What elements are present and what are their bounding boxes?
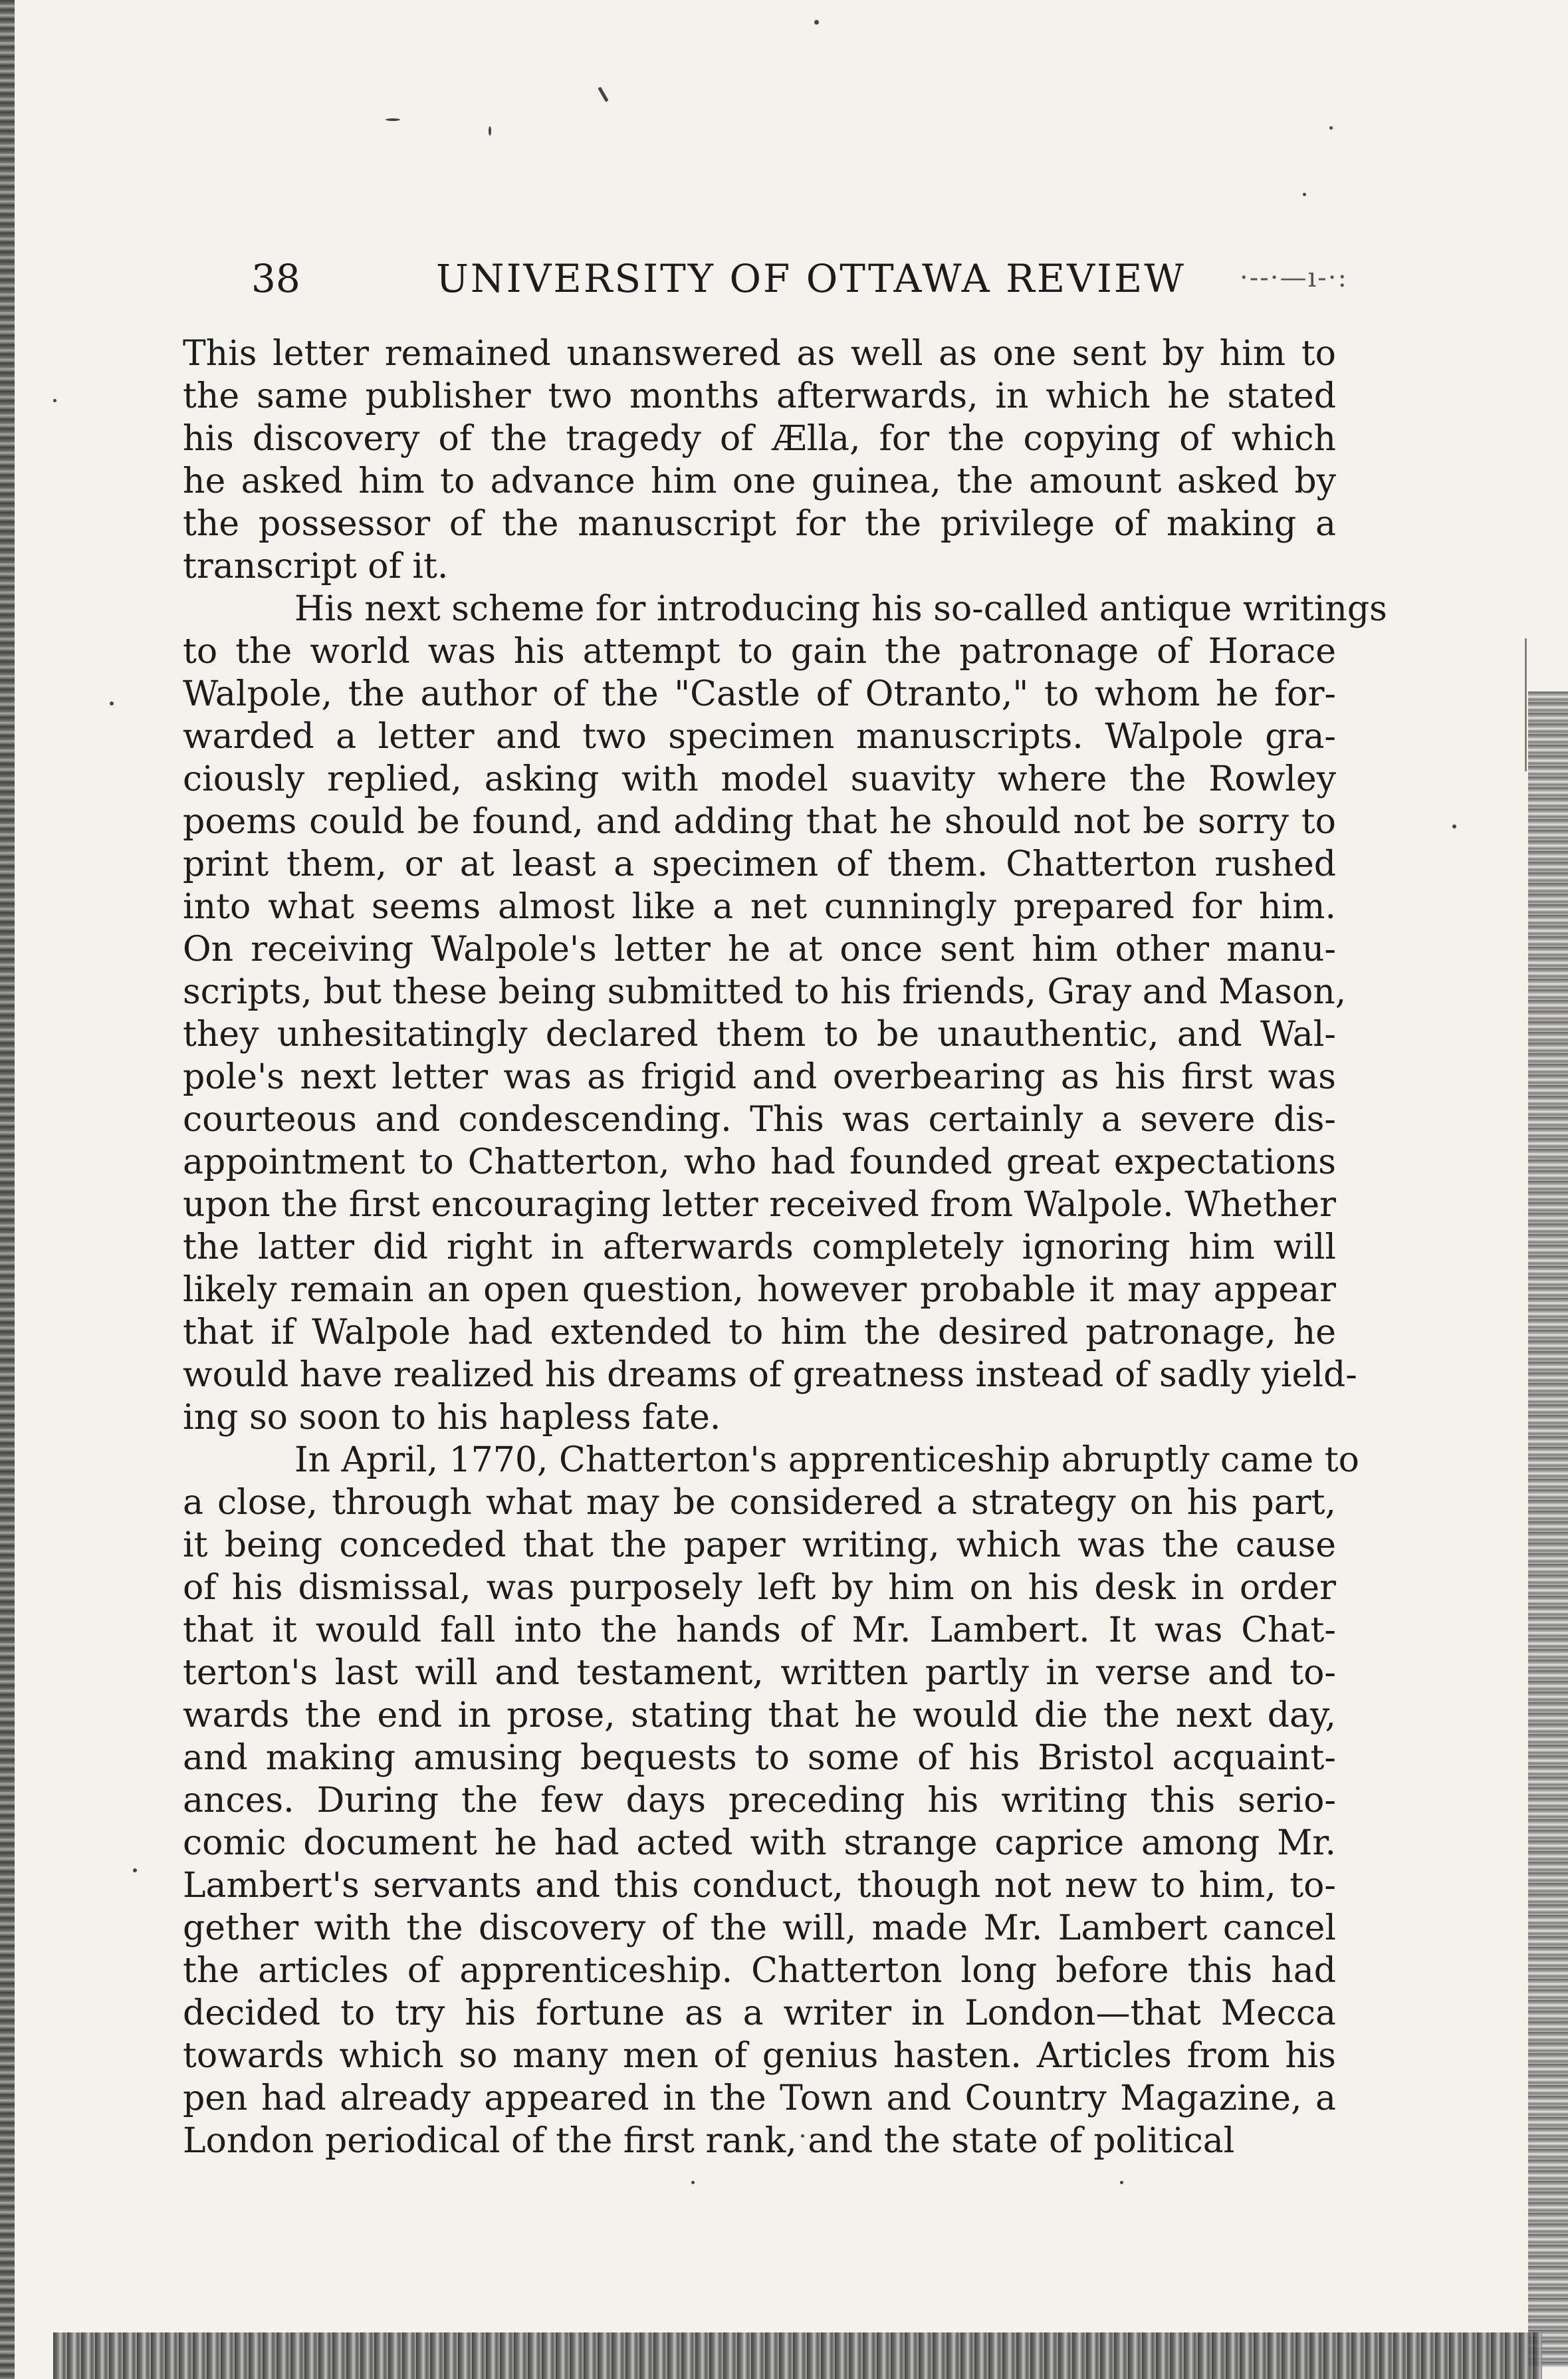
text-line: pole's next letter was as frigid and overbearing as his first was: [183, 1057, 1336, 1097]
text-line: he asked him to advance him one guinea, the amount asked by: [183, 461, 1336, 501]
running-head: UNIVERSITY OF OTTAWA REVIEW: [436, 256, 1186, 301]
page-header: [251, 256, 1348, 309]
text-line: ciously replied, asking with model suavity where the Rowley: [183, 759, 1336, 799]
text-line: the latter did right in afterwards completely ignoring him will: [183, 1227, 1336, 1267]
text-line: the same publisher two months afterwards, in which he stated: [183, 376, 1336, 416]
text-line: the articles of apprenticeship. Chatterton long before this had: [183, 1951, 1336, 1991]
scan-speck: [814, 20, 819, 25]
text-line: and making amusing bequests to some of his Bristol acquaint-: [183, 1738, 1336, 1778]
text-line: terton's last will and testament, written partly in verse and to-: [183, 1653, 1336, 1693]
text-line: of his dismissal, was purposely left by him on his desk in order: [183, 1568, 1336, 1608]
text-line: appointment to Chatterton, who had founded great expectations: [183, 1142, 1336, 1182]
text-line: that if Walpole had extended to him the desired patronage, he: [183, 1313, 1336, 1352]
text-line: a close, through what may be considered a strategy on his part,: [183, 1483, 1336, 1523]
paragraph: [183, 1439, 1359, 2162]
scan-speck: [691, 2181, 695, 2184]
scan-right-edge-line: [1525, 638, 1527, 771]
text-line: it being conceded that the paper writing, which was the cause: [183, 1525, 1336, 1565]
body-text: [183, 332, 1387, 2162]
page-number: 38: [251, 256, 300, 301]
scan-speck: [1120, 2181, 1123, 2184]
scan-left-edge: [0, 0, 15, 2379]
text-line: This letter remained unanswered as well as one sent by him to: [183, 334, 1336, 374]
scan-speck: [1452, 824, 1456, 828]
text-line: In April, 1770, Chatterton's apprenticeship abruptly came to: [294, 1440, 1359, 1480]
text-line: Walpole, the author of the "Castle of Otranto," to whom he for-: [183, 674, 1336, 714]
text-line: upon the first encouraging letter received from Walpole. Whether: [183, 1185, 1336, 1225]
header-mark: ·--·—ı-·:: [1240, 263, 1348, 293]
text-line: His next scheme for introducing his so-called antique writings: [294, 589, 1387, 629]
text-line: that it would fall into the hands of Mr. Lambert. It was Chat-: [183, 1610, 1336, 1650]
text-line: London periodical of the first rank, and the state of political: [183, 2121, 1235, 2161]
scan-bottom-edge: [53, 2332, 1542, 2379]
scan-speck: [386, 118, 400, 121]
scan-speck: [489, 126, 491, 136]
text-line: courteous and condescending. This was certainly a severe dis-: [183, 1100, 1336, 1140]
text-line: wards the end in prose, stating that he would die the next day,: [183, 1695, 1336, 1735]
scan-speck: [53, 399, 56, 402]
text-line: into what seems almost like a net cunningly prepared for him.: [183, 887, 1336, 927]
text-line: scripts, but these being submitted to his friends, Gray and Mason,: [183, 972, 1347, 1012]
text-line: warded a letter and two specimen manuscripts. Walpole gra-: [183, 717, 1336, 757]
text-line: poems could be found, and adding that he should not be sorry to: [183, 802, 1336, 842]
paragraph: [183, 332, 1336, 588]
text-line: gether with the discovery of the will, made Mr. Lambert cancel: [183, 1908, 1336, 1948]
paragraph: [183, 588, 1387, 1439]
scan-right-edge: [1528, 691, 1568, 2367]
text-line: ing so soon to his hapless fate.: [183, 1398, 721, 1438]
text-line: to the world was his attempt to gain the patronage of Horace: [183, 632, 1336, 672]
scan-speck: [133, 1868, 137, 1872]
text-line: On receiving Walpole's letter he at once sent him other manu-: [183, 930, 1336, 969]
scan-speck: [1303, 193, 1306, 196]
text-line: comic document he had acted with strange caprice among Mr.: [183, 1823, 1336, 1863]
text-line: ances. During the few days preceding his writing this serio-: [183, 1781, 1336, 1820]
text-line: Lambert's servants and this conduct, though not new to him, to-: [183, 1866, 1336, 1906]
text-line: decided to try his fortune as a writer in London—that Mecca: [183, 1993, 1336, 2033]
text-line: pen had already appeared in the Town and Country Magazine, a: [183, 2078, 1336, 2118]
text-line: would have realized his dreams of greatness instead of sadly yield-: [183, 1355, 1357, 1395]
text-line: print them, or at least a specimen of them. Chatterton rushed: [183, 844, 1336, 884]
text-line: transcript of it.: [183, 547, 449, 586]
text-line: likely remain an open question, however probable it may appear: [183, 1270, 1336, 1310]
scan-speck: [110, 701, 114, 705]
text-line: his discovery of the tragedy of Ælla, for the copying of which: [183, 419, 1336, 459]
scan-speck: [1329, 126, 1333, 130]
scan-speck: [598, 86, 608, 102]
text-line: towards which so many men of genius hasten. Articles from his: [183, 2036, 1336, 2076]
text-line: they unhesitatingly declared them to be unauthentic, and Wal-: [183, 1015, 1336, 1055]
text-line: the possessor of the manuscript for the privilege of making a: [183, 504, 1336, 544]
